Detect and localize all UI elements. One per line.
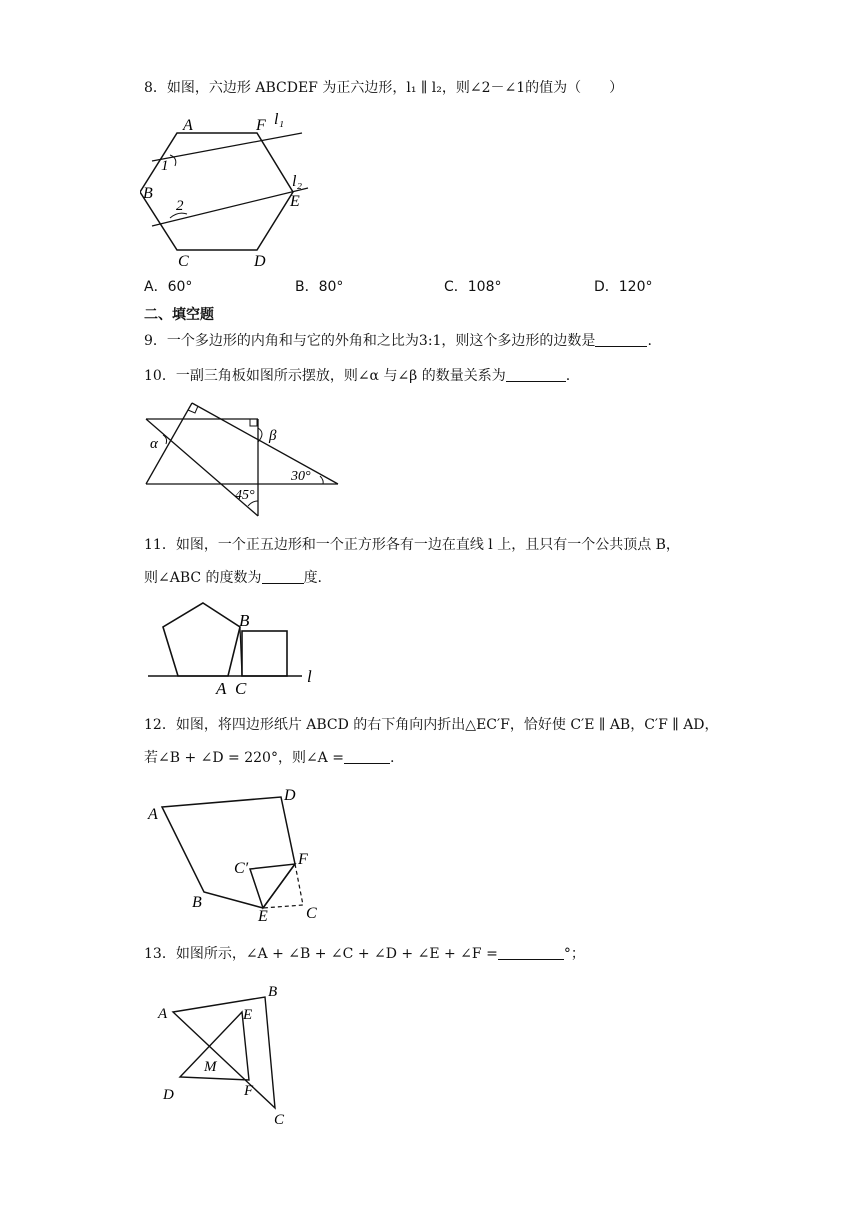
angle-sum-figure [155, 982, 295, 1132]
label-D: D [284, 787, 296, 804]
label-E: E [258, 908, 268, 922]
question-11-line2 [144, 568, 322, 588]
label-beta: β [269, 428, 277, 444]
label-l1: l₁ [274, 111, 285, 128]
question-12-end: . [389, 750, 395, 766]
question-9-text [144, 331, 652, 351]
question-10-stem: 10．一副三角板如图所示摆放，则∠α 与∠β 的数量关系为 [144, 368, 506, 384]
label-1: 1 [161, 158, 169, 174]
question-12-stem: 若∠B + ∠D = 220°，则∠A = [144, 750, 344, 766]
label-B: B [239, 611, 250, 630]
answer-blank-13[interactable] [498, 945, 564, 960]
hypotenuse-30-triangle [192, 403, 338, 484]
label-D: D [254, 253, 266, 270]
question-12-line1: 12．如图，将四边形纸片 ABCD 的右下角向内折出△EC′F，恰好使 C′E ∥ AB，C′F ∥ AD， [144, 717, 719, 733]
option-a[interactable]: A．60° [144, 279, 193, 295]
label-30: 30° [291, 469, 311, 484]
label-F: F [244, 1083, 254, 1099]
question-10-text [144, 366, 570, 386]
answer-blank-10[interactable] [506, 367, 566, 382]
question-11-stem: 则∠ABC 的度数为 [144, 570, 262, 586]
label-B: B [143, 185, 153, 202]
question-13-stem: 13．如图所示，∠A + ∠B + ∠C + ∠D + ∠E + ∠F = [144, 946, 498, 962]
angle-30-arc [320, 476, 323, 484]
label-B: B [268, 984, 278, 1000]
label-C: C [274, 1112, 285, 1128]
right-angle-mark-1 [250, 419, 257, 426]
question-13-end: °； [563, 946, 585, 962]
question-9-end: . [647, 333, 652, 349]
question-10-end: . [565, 368, 571, 384]
label-E: E [243, 1007, 253, 1023]
label-A: A [148, 806, 158, 823]
triangle-set-figure [140, 398, 345, 522]
label-A: A [158, 1006, 168, 1022]
answer-blank-12[interactable] [344, 749, 390, 764]
label-C: C [235, 679, 247, 698]
answer-blank-11[interactable] [262, 569, 304, 584]
label-F: F [256, 117, 266, 134]
question-8-text: 8．如图，六边形 ABCDEF 为正六边形，l₁ ∥ l₂，则∠2－∠1的值为（ ） [144, 80, 624, 96]
option-b[interactable]: B．80° [295, 279, 344, 295]
label-l: l [307, 667, 312, 686]
answer-blank-9[interactable] [595, 332, 647, 347]
regular-pentagon [163, 603, 240, 676]
question-9-stem: 9．一个多边形的内角和与它的外角和之比为3:1，则这个多边形的边数是 [144, 333, 596, 349]
label-A: A [216, 679, 227, 698]
question-11-end: 度. [303, 570, 323, 586]
original-corner-dashed [263, 864, 303, 908]
label-F: F [298, 851, 308, 868]
option-d[interactable]: D．120° [594, 279, 653, 295]
label-45: 45° [235, 488, 255, 503]
folded-quadrilateral-figure [140, 780, 340, 922]
label-C: C [306, 905, 317, 922]
folded-triangle [250, 864, 295, 908]
option-c[interactable]: C．108° [444, 279, 502, 295]
label-l2: l₂ [292, 173, 303, 190]
pentagon-square-figure [140, 598, 330, 698]
label-2: 2 [176, 198, 184, 214]
section-title: 二、填空题 [144, 307, 214, 323]
question-11-line1: 11．如图，一个正五边形和一个正方形各有一边在直线 l 上，且只有一个公共顶点 B， [144, 537, 680, 553]
label-C: C [178, 253, 189, 270]
question-13-text [144, 944, 585, 964]
regular-hexagon [140, 133, 293, 250]
hexagon-figure [140, 108, 340, 274]
label-B: B [192, 894, 202, 911]
triangle-ABC [173, 997, 275, 1108]
label-M: M [204, 1059, 217, 1075]
label-alpha: α [150, 436, 158, 452]
label-A: A [183, 117, 193, 134]
label-E: E [290, 193, 300, 210]
label-D: D [163, 1087, 174, 1103]
question-12-line2 [144, 748, 394, 768]
label-Cprime: C′ [234, 860, 249, 877]
square [242, 631, 287, 676]
